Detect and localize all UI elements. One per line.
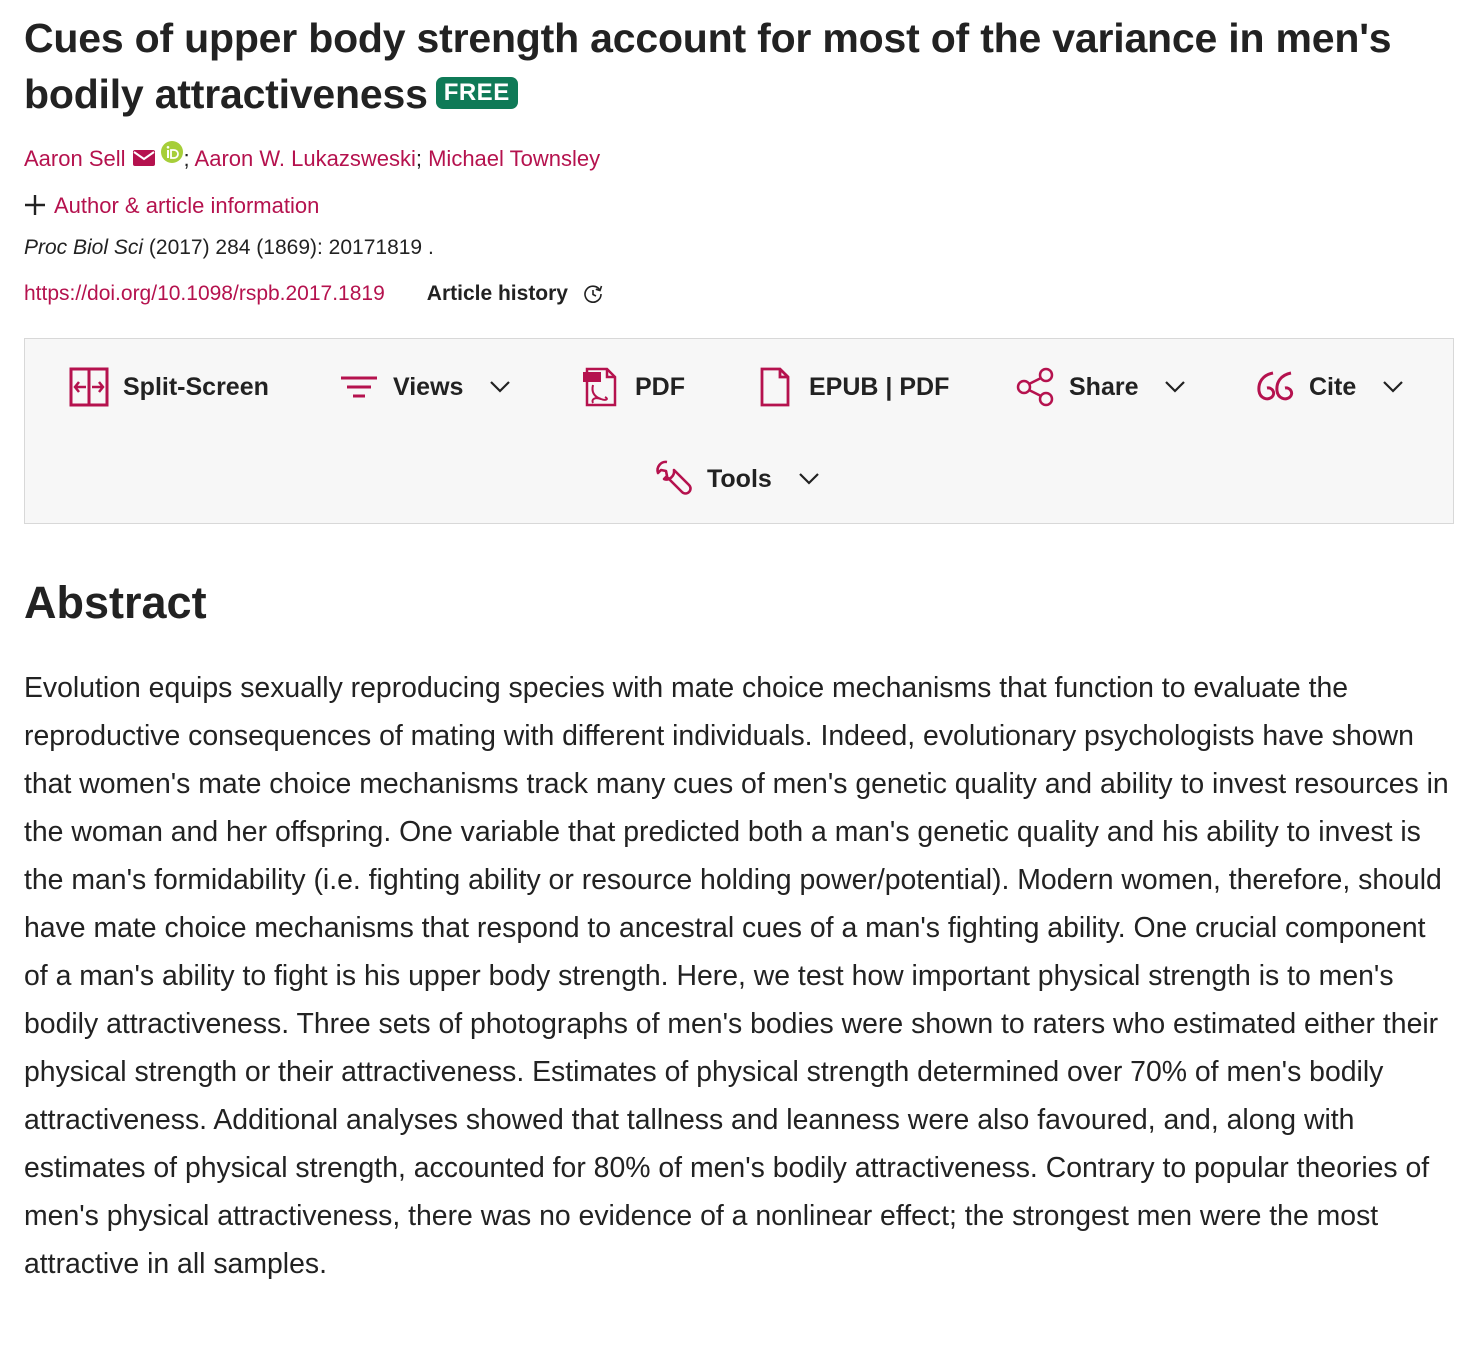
epub-pdf-label: EPUB | PDF <box>809 372 950 401</box>
author-link-aaron-lukazsweski[interactable]: Aaron W. Lukazsweski <box>194 146 416 171</box>
abstract-text: Evolution equips sexually reproducing species with mate choice mechanisms that function to evaluate the reproductive consequences of mating with different individuals. Indeed, evolutionary psychologists have shown that women's mate choice mechanisms track many cues of men's genetic quality and ability to invest resources in the woman and her offspring. One variable that predicted both a man's genetic quality and his ability to invest is the man's formidability (i.e. fighting ability or resource holding power/potential). Modern women, therefore, should have mate choice mechanisms that respond to ancestral cues of a man's fighting ability. One crucial component of a man's ability to fight is his upper body strength. Here, we test how important physical strength is to men's bodily attractiveness. Three sets of photographs of men's bodies were shown to raters who estimated either their physical strength or their attractiveness. Estimates of physical strength determined over 70% of men's bodily attractiveness. Additional analyses showed that tallness and leanness were also favoured, and, along with estimates of physical strength, accounted for 80% of men's bodily attractiveness. Contrary to popular theories of men's physical attractiveness, there was no evidence of a nonlinear effect; the strongest men were the most attractive in all samples. <box>24 672 1449 1280</box>
split-screen-label: Split-Screen <box>123 372 269 401</box>
cite-dropdown[interactable] <box>1255 365 1404 409</box>
author-link-aaron-sell[interactable]: Aaron Sell <box>24 146 126 171</box>
chevron-down-icon <box>1164 380 1186 394</box>
chevron-down-icon <box>1382 380 1404 394</box>
author-list <box>24 140 1456 174</box>
mail-icon[interactable] <box>132 149 156 167</box>
article-toolbar <box>24 338 1454 524</box>
chevron-down-icon <box>798 472 820 486</box>
article-page <box>24 0 1456 1280</box>
free-access-badge: FREE <box>436 77 518 109</box>
file-icon <box>755 367 795 407</box>
wrench-icon <box>653 459 693 499</box>
article-history-label: Article history <box>426 282 568 305</box>
author-link-michael-townsley[interactable]: Michael Townsley <box>428 146 601 171</box>
abstract-heading: Abstract <box>24 577 207 628</box>
share-label: Share <box>1069 372 1139 401</box>
filter-lines-icon <box>339 367 379 407</box>
pdf-label: PDF <box>635 372 685 401</box>
history-icon <box>582 283 604 305</box>
share-icon <box>1015 367 1055 407</box>
views-dropdown[interactable] <box>339 365 511 409</box>
orcid-icon[interactable] <box>160 140 184 164</box>
plus-icon <box>24 194 46 216</box>
doi-row <box>24 279 1456 309</box>
citation-details: (2017) 284 (1869): 20171819 . <box>148 236 434 259</box>
article-title-text: Cues of upper body strength account for most of the variance in men's bodily attractiveness <box>24 15 1392 117</box>
chevron-down-icon <box>489 380 511 394</box>
doi-link[interactable]: https://doi.org/10.1098/rspb.2017.1819 <box>24 282 385 305</box>
journal-name: Proc Biol Sci <box>24 236 144 259</box>
split-screen-icon <box>69 367 109 407</box>
citation-line <box>24 233 1456 263</box>
author-separator: ; <box>183 146 190 171</box>
author-info-link[interactable]: Author & article information <box>54 193 320 218</box>
epub-pdf-button[interactable] <box>755 365 949 409</box>
share-dropdown[interactable] <box>1015 365 1186 409</box>
pdf-button[interactable] <box>581 365 685 409</box>
tools-label: Tools <box>707 464 772 493</box>
quote-icon <box>1255 367 1295 407</box>
article-title <box>24 10 1456 122</box>
author-separator: ; <box>415 146 422 171</box>
split-screen-button[interactable] <box>69 365 269 409</box>
tools-dropdown[interactable] <box>653 457 820 501</box>
cite-label: Cite <box>1309 372 1357 401</box>
views-label: Views <box>393 372 464 401</box>
author-info-toggle[interactable] <box>24 191 1456 221</box>
article-history-button[interactable] <box>427 279 604 309</box>
pdf-file-icon <box>581 367 621 407</box>
